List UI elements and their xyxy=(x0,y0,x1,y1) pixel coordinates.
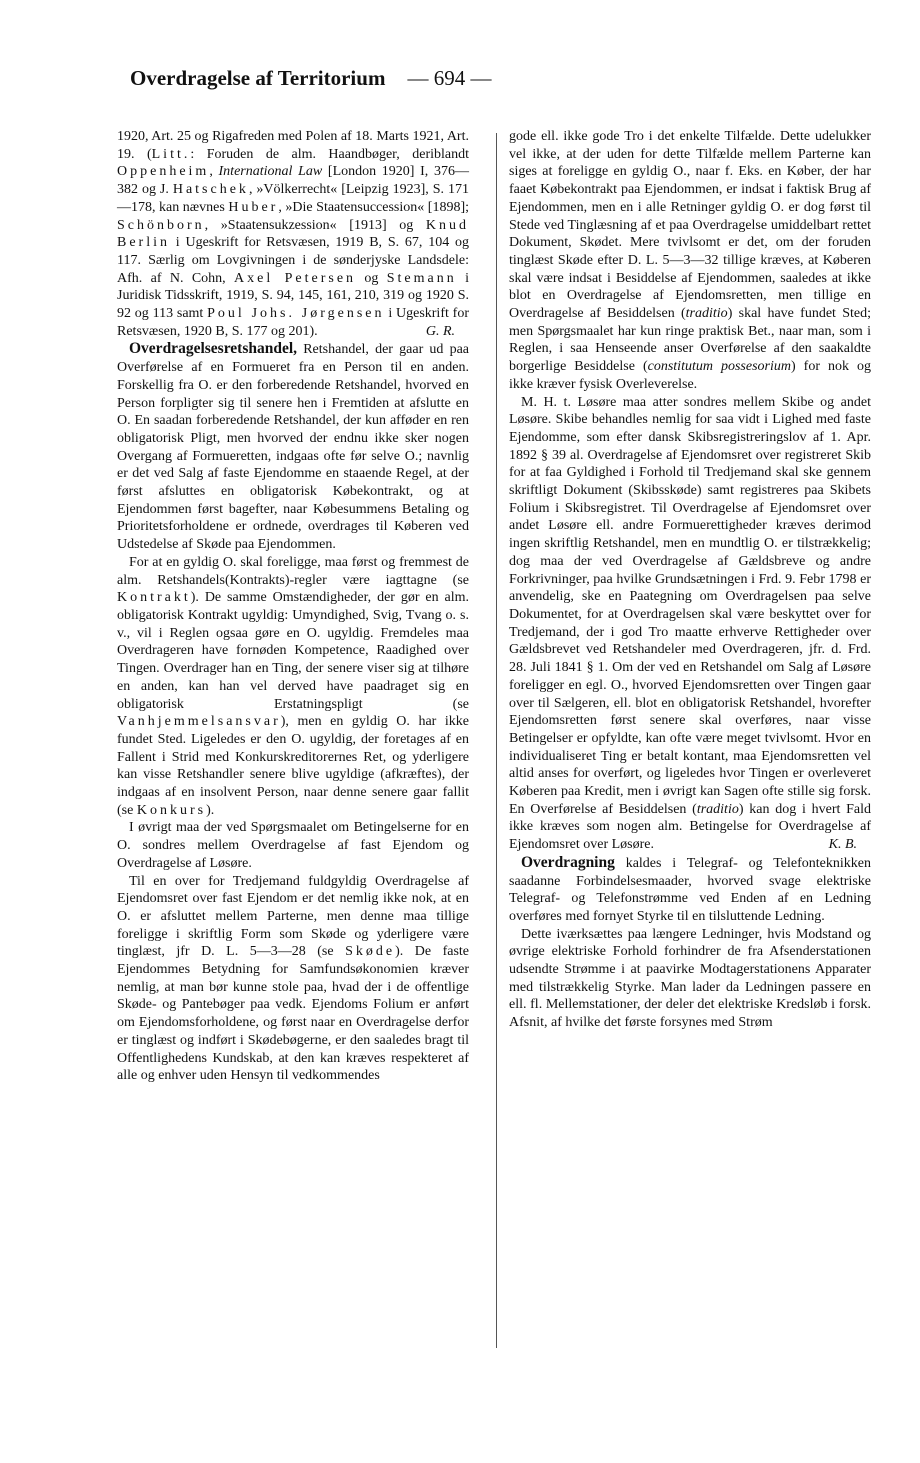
headword: Overdragelsesretshandel, xyxy=(129,340,298,358)
paragraph-ledninger: Dette iværksættes paa længere Ledninger, hvis Modstand og øvrige elektriske Forhold forhindrer de fra Afsenderstationen udsendte Strømme i at paavirke Modtagerstationens Apparater med tilstrækkelig Styrke. Man lader da Ledningen passere en ell. fl. Mellemstationer, der deler det elektriske Kredsløb i forsk. Afsnit, af hvilke det første forsynes med Strøm xyxy=(509,926,871,1031)
left-column xyxy=(117,128,469,1085)
paragraph-loesoere: M. H. t. Løsøre maa atter sondres mellem Skibe og andet Løsøre. Skibe behandles nemlig for saa vidt i Lighed med faste Ejendomme, som efter dansk Skibsregistreringslov af 1. Apr. 1892 § 39 al. Overdragelse af Ejendomsret over registreret Skib for at faa Gyldighed i Forhold til Tredjemand skal ske gennem skriftligt Dokument (Skibsskøde) samt registreres paa Skibets Folium i Skibsregistret. Til Overdragelse af Ejendomsret over andet Løsøre ell. andre Formuerettigheder kræves derimod ingen skriftlig Retshandel, men en mundtlig O. er tilstrækkelig; dog maa der ved Overdragelse af Gældsbreve og andre Forkrivninger, paa hvilke Grundsætningen i Frd. 9. Febr 1798 er anvendelig, ske en Paategning om Overdragelsen paa selve Dokumentet, for at Overdragelsen skal være beskyttet over for Tredjemand, der i god Tro maatte erhverve Rettigheder over Gældsbrevet ved Retshandeler med Overdrageren, jfr. d. Frd. 28. Juli 1841 § 1. Om der ved en Retshandel om Salg af Løsøre foreligger en egl. O., hvorved Ejendomsretten over Tingen gaar over til Sælgeren, ell. blot en obligatorisk Retshandel, hvorefter Ejendomsretten først senere skal overføres, naar visse Betingelser er opfyldte, kan ofte være meget tvivlsomt. Hvor en individualiseret Ting er betalt kontant, maa Ejendomsretten vel altid anses for overført, og ligeledes hvor Tingen er overleveret Køberen paa Kredit, men i øvrigt kan Sagen ofte stille sig forsk. En Overførelse af Besiddelsen (traditio) kan dog i hvert Fald ikke kræves som nogen alm. Betingelse for Overdragelse af Ejendomsret over Løsøre. K. B. xyxy=(509,394,872,853)
running-header xyxy=(130,66,491,91)
column-divider xyxy=(496,133,497,1348)
headword: Overdragning xyxy=(521,853,615,871)
paragraph-fast-ejendom: Til en over for Tredjemand fuldgyldig Overdragelse af Ejendomsret over fast Ejendom er det nemlig ikke nok, at en O. er afsluttet mellem Parterne, men denne maa tillige foreligge i skriftlig Form som Skøde og yderligere være tinglæst, jfr D. L. 5—3—28 (se Skøde). De faste Ejendommes Betydning for Samfundsøkonomien kræver nemlig, at man bør kunne stole paa, hvad der i de offentlige Skøde- og Pantebøger paa vedk. Ejendoms Folium er anført om Ejendomsforholdene, og først naar en Overdragelse derfor er tinglæst og indført i Skødebøgerne, er den saaledes bragt til Offentlighedens Kundskab, at den kan kræves respekteret af alle og enhver uden Hensyn til vedkommendes xyxy=(117,873,469,1084)
entry-overdragning: Overdragning kaldes i Telegraf- og Telefonteknikken saadanne Forbindelsesmaader, hvorved svage elektriske Telegraf- og Telefonstrømme ved Enden af en Ledning overføres med fornyet Styrke til en tilsluttende Ledning. xyxy=(509,853,871,924)
running-title: Overdragelse af Territorium xyxy=(130,66,386,90)
entry-overdragelsesretshandel: Overdragelsesretshandel, Retshandel, der gaar ud paa Overførelse af en Formueret fra en Person til en anden. Forskellig fra O. er den forberedende Retshandel, hvorved en Person forpligter sig til senere hen i Fremtiden at afslutte en O. En saadan forberedende Retshandel, der kun afføder en ren obligatorisk Pligt, men hvorved der endnu ikke sker nogen Overgang af Formueretten, indgaas ofte før selve O.; navnlig er det ved Salg af faste Ejendomme en staaende Regel, at der først afsluttes en obligatorisk Købekontrakt, og at Ejendommen først bagefter, naar Købesummens Betaling og Prioritetsforholdene er ordnede, overdrages til Køberen ved Udstedelse af Skøde paa Ejendommen. xyxy=(117,340,469,553)
paragraph-territorium-literature: 1920, Art. 25 og Rigafreden med Polen af 18. Marts 1921, Art. 19. (Litt.: Foruden de alm. Haandbøger, deriblandt Oppenheim, International Law [London 1920] I, 376—382 og J. Hatschek, »Völkerrecht« [Leipzig 1923], S. 171—178, kan nævnes Huber, »Die Staatensuccession« [1898]; Schönborn, »Staatensukzession« [1913] og Knud Berlin i Ugeskrift for Retsvæsen, 1919 B, S. 67, 104 og 117. Særlig om Lovgivningen i de sønderjyske Landsdele: Afh. af N. Cohn, Axel Petersen og Stemann i Juridisk Tidsskrift, 1919, S. 94, 145, 161, 210, 319 og 1920 S. 92 og 113 samt Poul Johs. Jørgensen i Ugeskrift for Retsvæsen, 1920 B, S. 177 og 201). G. R. xyxy=(117,129,470,339)
paragraph-gyldig-o: For at en gyldig O. skal foreligge, maa først og fremmest de alm. Retshandels(Kontrakts)-regler være iagttagne (se Kontrakt). De samme Omstændigheder, der gør en alm. obligatorisk Kontrakt ugyldig: Umyndighed, Svig, Tvang o. s. v., vil i Reglen ogsaa gøre en O. ugyldig. Fremdeles maa Overdrageren have fornøden Kompetence, Raadighed over Tingen. Overdrager han en Ting, der senere viser sig at tilhøre en anden, kan han vel derved have paadraget sig en obligatorisk Erstatningspligt (se Vanhjemmelsansvar), men en gyldig O. har ikke fundet Sted. Ligeledes er den O. ugyldig, der foretages af en Fallent i Strid med Konkurskreditorernes Ret, og yderligere kan visse Retshandler senere blive ugyldige (afkræftes), der indgaas af en insolvent Person, naar denne senere gaar fallit (se Konkurs). xyxy=(117,554,469,818)
paragraph-tinglaesning: gode ell. ikke gode Tro i det enkelte Tilfælde. Dette udelukker vel ikke, at der uden for dette Tilfælde mellem Parterne kan siges at foreligge en gyldig O., naar f. Eks. en Køber, der har faaet Købekontrakt paa Ejendommen, er indsat i faktisk Brug af Ejendommen, men en i alle Retninger gyldig O. er dog først til Stede ved Tinglæsning af et paa Overdragelse umiddelbart rettet Dokument, Skødet. Mere tvivlsomt er det, om der foruden tinglæst Skøde efter D. L. 5—3—32 tillige kræves, at Køberen skal være indsat i Besiddelse af Ejendommen, saaledes at ikke blot en Overdragelse af Ejendomsretten, men tillige en Overdragelse af Besiddelsen (traditio) skal have fundet Sted; men Spørgsmaalet har kun ringe praktisk Bet., naar man, som i Reglen, i saa Henseende anser Overførelse af den saakaldte borgerlige Besiddelse (constitutum possesorium) for nok og ikke kræver fysisk Overleverelse. xyxy=(509,129,871,392)
page-number: — 694 — xyxy=(407,66,492,90)
author-signature: K. B. xyxy=(828,837,857,853)
author-signature: G. R. xyxy=(425,323,455,339)
right-column xyxy=(509,128,871,1032)
paragraph-sondring: I øvrigt maa der ved Spørgsmaalet om Betingelserne for en O. sondres mellem Overdragelse af fast Ejendom og Overdragelse af Løsøre. xyxy=(117,820,469,871)
